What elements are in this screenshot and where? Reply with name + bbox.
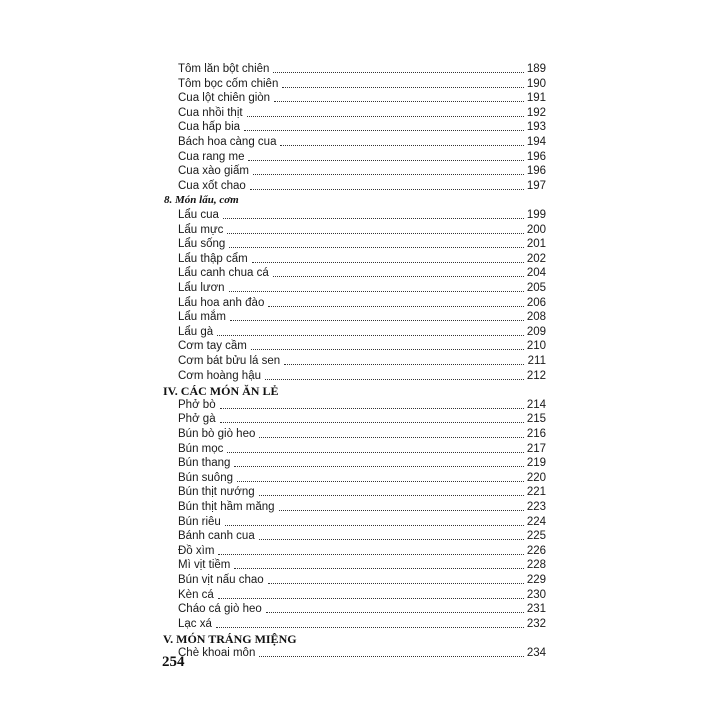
toc-entry-title: Lẩu hoa anh đào [178,297,265,309]
toc-entry [178,441,546,456]
toc-entry-title: Lẩu mực [178,224,224,236]
dot-leader [280,145,524,146]
toc-entry [178,76,546,91]
toc-entry-title: Bún mọc [178,443,224,455]
toc-entry [178,397,546,412]
toc-entry [178,222,546,237]
toc-entry [178,470,546,485]
toc-entry [178,178,546,193]
toc-entry-page: 209 [526,326,546,338]
toc-entry-title: Lẩu thập cẩm [178,253,248,265]
dot-leader [268,306,524,307]
dot-leader [274,101,524,102]
toc-entry-title: Cua nhồi thịt [178,107,243,119]
toc-entry-page: 191 [526,92,546,104]
toc-entry-title: Lẩu lươn [178,282,225,294]
toc-entry [178,309,546,324]
toc-entry-title: Bún bò giò heo [178,428,256,440]
toc-entry-page: 215 [526,413,546,425]
toc-entry-page: 225 [526,530,546,542]
toc-entry-title: Cua hấp bia [178,121,241,133]
toc-entry-page: 219 [526,457,546,469]
toc-entry-page: 202 [526,253,546,265]
dot-leader [229,247,524,248]
toc-entry-page: 216 [526,428,546,440]
dot-leader [248,160,524,161]
toc-entry-title: Bún riêu [178,516,221,528]
toc-entry [178,207,546,222]
dot-leader [218,598,524,599]
toc-entry-page: 217 [526,443,546,455]
section-heading: IV. CÁC MÓN ĂN LẺ [163,384,279,398]
dot-leader [266,612,524,613]
toc-entry-page: 197 [526,180,546,192]
toc-entry [178,61,546,76]
dot-leader [225,525,524,526]
toc-entry [178,295,546,310]
toc-entry [178,645,546,660]
toc-entry-page: 194 [526,136,546,148]
toc-entry [178,455,546,470]
toc-entry [178,484,546,499]
dot-leader [220,408,524,409]
toc-entry-page: 220 [526,472,546,484]
toc-entry-page: 196 [526,165,546,177]
toc-entry-page: 208 [526,311,546,323]
toc-entry-page: 211 [527,355,546,367]
toc-entry-page: 224 [526,516,546,528]
toc-entry [178,90,546,105]
section-heading: V. MÓN TRÁNG MIỆNG [163,632,297,646]
page-number: 254 [162,654,185,670]
toc-entry [178,163,546,178]
dot-leader [282,87,524,88]
toc-entry [178,134,546,149]
toc-entry-page: 199 [526,209,546,221]
toc-entry [178,119,546,134]
dot-leader [244,130,524,131]
dot-leader [223,218,524,219]
toc-entry-title: Lạc xá [178,618,212,630]
toc-entry-page: 231 [526,603,546,615]
toc-entry [178,251,546,266]
toc-entry [178,368,546,383]
toc-entry-title: Phở bò [178,399,216,411]
toc-entry-page: 210 [526,340,546,352]
dot-leader [220,422,524,423]
dot-leader [230,320,524,321]
dot-leader [259,437,524,438]
toc-entry-title: Lẩu sống [178,238,226,250]
dot-leader [268,583,524,584]
toc-entry [178,411,546,426]
dot-leader [251,349,524,350]
dot-leader [216,627,524,628]
toc-entry-title: Bún suông [178,472,233,484]
toc-entry-page: 214 [526,399,546,411]
toc-entry-title: Bún thang [178,457,231,469]
toc-entry-title: Mì vịt tiềm [178,559,231,571]
dot-leader [227,233,524,234]
toc-entry-page: 193 [526,121,546,133]
toc-entry [178,265,546,280]
toc-entry-title: Cua xào giấm [178,165,249,177]
dot-leader [217,335,524,336]
dot-leader [265,379,524,380]
toc-entry-page: 205 [526,282,546,294]
toc-entry-page: 206 [526,297,546,309]
toc-entry-page: 234 [526,647,546,659]
toc-entry-title: Bún vịt nấu chao [178,574,264,586]
dot-leader [252,262,524,263]
toc-entry-title: Đồ xìm [178,545,215,557]
toc-entry-title: Chè khoai môn [178,647,256,659]
dot-leader [259,539,524,540]
toc-entry-page: 192 [526,107,546,119]
toc-entry [178,105,546,120]
toc-entry-title: Cua xốt chao [178,180,246,192]
dot-leader [237,481,524,482]
toc-entry-title: Cua rang me [178,151,245,163]
toc-entry [178,601,546,616]
toc-entry-title: Bách hoa càng cua [178,136,277,148]
toc-entry-page: 228 [526,559,546,571]
dot-leader [234,568,524,569]
toc-entry [178,557,546,572]
toc-entry-title: Cơm tay cầm [178,340,247,352]
toc-entry-title: Lẩu mắm [178,311,226,323]
toc-entry [178,528,546,543]
toc-entry-page: 189 [526,63,546,75]
toc-entry-page: 201 [526,238,546,250]
toc-entry-page: 190 [526,78,546,90]
toc-entry [178,324,546,339]
dot-leader [259,656,524,657]
dot-leader [250,189,524,190]
toc-entry [178,280,546,295]
toc-entry-title: Lẩu cua [178,209,219,221]
dot-leader [247,116,524,117]
toc-entry-title: Tôm lăn bột chiên [178,63,270,75]
toc-entry-title: Bún thịt nướng [178,486,255,498]
subsection-heading: 8. Món lẩu, cơm [164,194,239,206]
toc-entry [178,616,546,631]
toc-entry-title: Cơm bát bửu lá sen [178,355,281,367]
toc-entry-page: 230 [526,589,546,601]
toc-entry [178,514,546,529]
toc-entry [178,572,546,587]
dot-leader [259,495,524,496]
dot-leader [253,174,524,175]
toc-entry [178,236,546,251]
toc-entry-page: 229 [526,574,546,586]
toc-entry-title: Tôm bọc cốm chiên [178,78,279,90]
dot-leader [234,466,524,467]
dot-leader [273,72,524,73]
toc-entry-page: 212 [526,370,546,382]
toc-entry-title: Lẩu canh chua cá [178,267,269,279]
toc-entry-page: 223 [526,501,546,513]
toc-entry [178,543,546,558]
dot-leader [218,554,524,555]
dot-leader [229,291,524,292]
toc-entry [178,353,546,368]
dot-leader [279,510,524,511]
dot-leader [284,364,524,365]
toc-entry-title: Cơm hoàng hậu [178,370,261,382]
toc-entry-title: Bánh canh cua [178,530,255,542]
toc-entry-title: Lẩu gà [178,326,214,338]
toc-entry-page: 196 [526,151,546,163]
toc-entry [178,338,546,353]
toc-entry [178,587,546,602]
toc-entry-page: 221 [526,486,546,498]
toc-entry-title: Cua lột chiên giòn [178,92,271,104]
dot-leader [227,452,524,453]
toc-entry [178,426,546,441]
toc-entry-title: Cháo cá giò heo [178,603,262,615]
toc-entry-page: 204 [526,267,546,279]
toc-entry-page: 200 [526,224,546,236]
toc-entry-title: Bún thịt hầm măng [178,501,275,513]
toc-entry-title: Kèn cá [178,589,214,601]
toc-entry [178,149,546,164]
toc-entry-page: 226 [526,545,546,557]
toc-entry [178,499,546,514]
toc-entry-title: Phở gà [178,413,216,425]
dot-leader [273,276,524,277]
toc-entry-page: 232 [526,618,546,630]
